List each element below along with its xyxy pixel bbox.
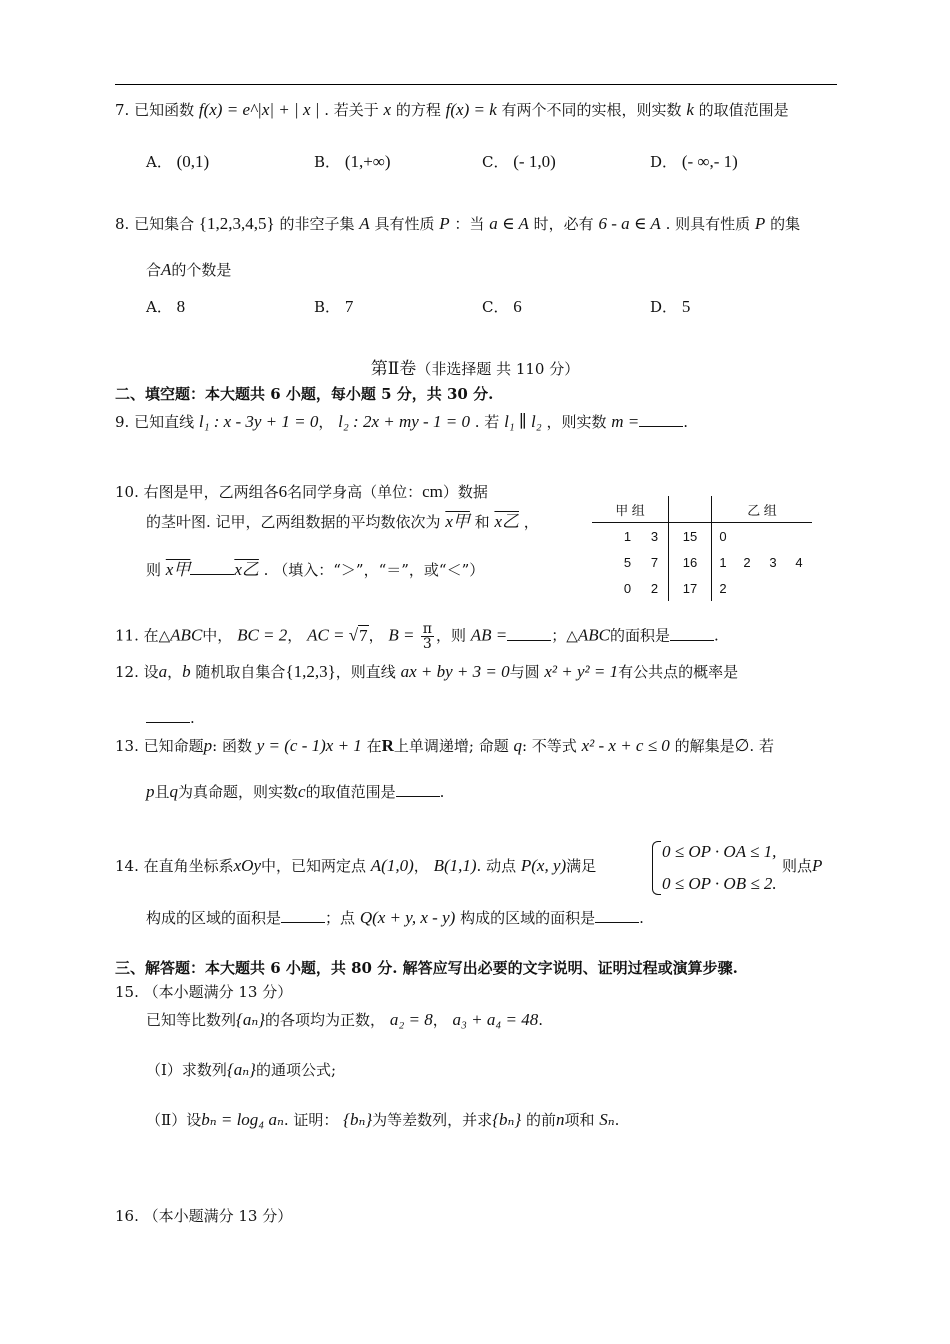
q14-point-b: B(1,1) bbox=[433, 856, 477, 875]
q9-line-l2: l₂ : 2x + my - 1 = 0 bbox=[338, 412, 470, 431]
q14-text-end: 则点P bbox=[782, 856, 823, 875]
question-10-line3: 则 x甲 x乙 . （填入：“＞”，“＝”，或“＜”） bbox=[146, 560, 485, 579]
section2-heading: 二、填空题：本大题共 6 小题，每小题 5 分，共 30 分. bbox=[115, 385, 494, 403]
q8-option-c: C． 6 bbox=[482, 297, 522, 316]
q9-parallel: l₁ ∥ l₂ bbox=[504, 412, 542, 431]
q8-cond1: a ∈ A bbox=[489, 214, 529, 233]
q11-ac: AC = bbox=[307, 625, 349, 645]
q7-text: . 若关于 bbox=[324, 101, 379, 119]
stem-leaf-row: 0 2 17 2 bbox=[592, 575, 812, 601]
question-13-line2: p且q为真命题，则实数c的取值范围是 . bbox=[146, 782, 445, 801]
stem-leaf-plot bbox=[592, 496, 812, 601]
q9-line-l1: l₁ : x - 3y + 1 = 0 bbox=[198, 412, 319, 431]
q8-var-p: P bbox=[754, 214, 766, 233]
pi-over-3: $\frac{\pi}{3}$ bbox=[422, 621, 432, 652]
mean-yi: x乙 bbox=[494, 512, 519, 531]
q13-inequality: x² - x + c ≤ 0 bbox=[581, 736, 670, 755]
question-12: 12. 设a，b 随机取自集合{1,2,3}，则直线 ax + by + 3 = 0与圆 x² + y² = 1有公共点的概率是 bbox=[115, 662, 739, 681]
q8-text: 时，必有 bbox=[533, 215, 594, 233]
question-15: 已知等比数列{aₙ}的各项均为正数， a₂ = 8， a₃ + a₄ = 48. bbox=[146, 1010, 544, 1029]
q8-text: 具有性质 bbox=[374, 215, 435, 233]
answer-blank bbox=[146, 708, 190, 723]
question-12-line2: . bbox=[146, 708, 195, 728]
top-rule bbox=[115, 84, 837, 85]
q15-a3-a4: a₃ + a₄ = 48 bbox=[452, 1010, 539, 1029]
q7-option-a: A． (0,1) bbox=[146, 152, 210, 171]
q8-option-a: A． 8 bbox=[146, 297, 186, 316]
q7-text: 的方程 bbox=[395, 101, 441, 119]
q11-angle-b: B = bbox=[388, 625, 419, 645]
q8-option-b: B． 7 bbox=[314, 297, 354, 316]
q14-condition-2: 0 ≤ OP · OB ≤ 2. bbox=[662, 874, 777, 893]
stem-leaf-header-left: 甲 组 bbox=[615, 502, 645, 518]
answer-blank bbox=[507, 626, 551, 641]
question-14-line2: 构成的区域的面积是 ；点 Q(x + y, x - y) 构成的区域的面积是 . bbox=[146, 908, 644, 927]
mean-jia: x甲 bbox=[445, 512, 470, 531]
q8-text: . 则具有性质 bbox=[665, 215, 751, 233]
answer-blank bbox=[670, 626, 714, 641]
q7-var-x: x bbox=[383, 100, 392, 119]
q11-bc: BC = 2 bbox=[237, 625, 288, 645]
question-10-line2: 的茎叶图. 记甲，乙两组数据的平均数依次为 x甲 和 x乙 ， bbox=[146, 512, 539, 531]
answer-blank bbox=[595, 908, 639, 923]
q7-equation: f(x) = k bbox=[445, 100, 497, 119]
question-11: 11. 在△ABC中， BC = 2， AC = √7， B = $\frac{\pi}{3}$ ，则 AB = ；△ABC的面积是 . bbox=[115, 621, 719, 652]
q8-text: 的非空子集 bbox=[279, 215, 355, 233]
question-10: 10. 右图是甲，乙两组各6名同学身高（单位：cm）数据 bbox=[115, 482, 488, 501]
q7-option-c: C． (- 1,0) bbox=[482, 152, 556, 171]
q8-set: {1,2,3,4,5} bbox=[198, 214, 275, 233]
q12-line: ax + by + 3 = 0 bbox=[400, 662, 510, 681]
part2-title: 第Ⅱ卷（非选择题 共 110 分） bbox=[370, 359, 580, 379]
q12-circle: x² + y² = 1 bbox=[544, 662, 619, 681]
answer-blank bbox=[281, 908, 325, 923]
question-9: 9. 已知直线 l₁ : x - 3y + 1 = 0， l₂ : 2x + my - 1 = 0 . 若 l₁ ∥ l₂ ，则实数 m = . bbox=[115, 412, 689, 431]
q7-var-k: k bbox=[686, 100, 694, 119]
q15-a2: a₂ = 8 bbox=[389, 1010, 433, 1029]
stem-leaf-row: 1 3 15 0 bbox=[592, 523, 812, 550]
q8-text: 的集 bbox=[770, 215, 801, 233]
q8-var-a: A bbox=[359, 214, 370, 233]
q14-point-q: Q(x + y, x - y) bbox=[359, 908, 456, 927]
q7-text: 的取值范围是 bbox=[698, 101, 789, 119]
question-8-line2: 合A的个数是 bbox=[146, 260, 232, 279]
question-14: 14. 在直角坐标系xOy中，已知两定点 A(1,0)， B(1,1). 动点 P(x, y)满足 bbox=[115, 856, 597, 875]
stem-leaf-header-right: 乙 组 bbox=[747, 502, 777, 518]
question-15-part1: （Ⅰ）求数列{aₙ}的通项公式; bbox=[146, 1060, 336, 1079]
section3-heading: 三、解答题：本大题共 6 小题，共 80 分. 解答应写出必要的文字说明、证明过程或演算步骤. bbox=[115, 959, 738, 977]
q14-condition-1: 0 ≤ OP · OA ≤ 1, bbox=[662, 842, 777, 861]
question-16-header: 16. （本小题满分 13 分） bbox=[115, 1207, 293, 1225]
q7-option-d: D． (- ∞,- 1) bbox=[650, 152, 738, 171]
answer-blank bbox=[396, 782, 440, 797]
q8-option-d: D． 5 bbox=[650, 297, 691, 316]
q14-point-a: A(1,0) bbox=[370, 856, 414, 875]
system-brace bbox=[652, 841, 661, 895]
q8-cond2: 6 - a ∈ A bbox=[598, 214, 661, 233]
question-8 bbox=[115, 214, 800, 234]
q13-function: y = (c - 1)x + 1 bbox=[256, 736, 362, 755]
q7-text: 7. 已知函数 bbox=[115, 101, 195, 119]
answer-blank bbox=[190, 560, 234, 575]
q7-function: f(x) = e^|x| + | x | bbox=[198, 100, 320, 119]
answer-blank bbox=[639, 412, 683, 427]
q8-text: ：当 bbox=[454, 215, 485, 233]
question-7 bbox=[115, 100, 789, 120]
q14-point-p: P(x, y) bbox=[520, 856, 567, 875]
q8-var-p: P bbox=[439, 214, 450, 233]
q7-option-b: B． (1,+∞) bbox=[314, 152, 391, 171]
question-15-header: 15. （本小题满分 13 分） bbox=[115, 983, 293, 1001]
q8-text: 8. 已知集合 bbox=[115, 215, 195, 233]
question-13: 13. 已知命题p: 函数 y = (c - 1)x + 1 在R上单调递增; 命题 q: 不等式 x² - x + c ≤ 0 的解集是∅. 若 bbox=[115, 736, 774, 755]
stem-leaf-row: 5 7 16 1 2 3 4 bbox=[592, 549, 812, 575]
question-15-part2: （Ⅱ）设bₙ = log₄ aₙ. 证明： {bₙ}为等差数列，并求{bₙ} 的前n项和 Sₙ. bbox=[146, 1110, 620, 1129]
q7-text: 有两个不同的实根，则实数 bbox=[501, 101, 682, 119]
